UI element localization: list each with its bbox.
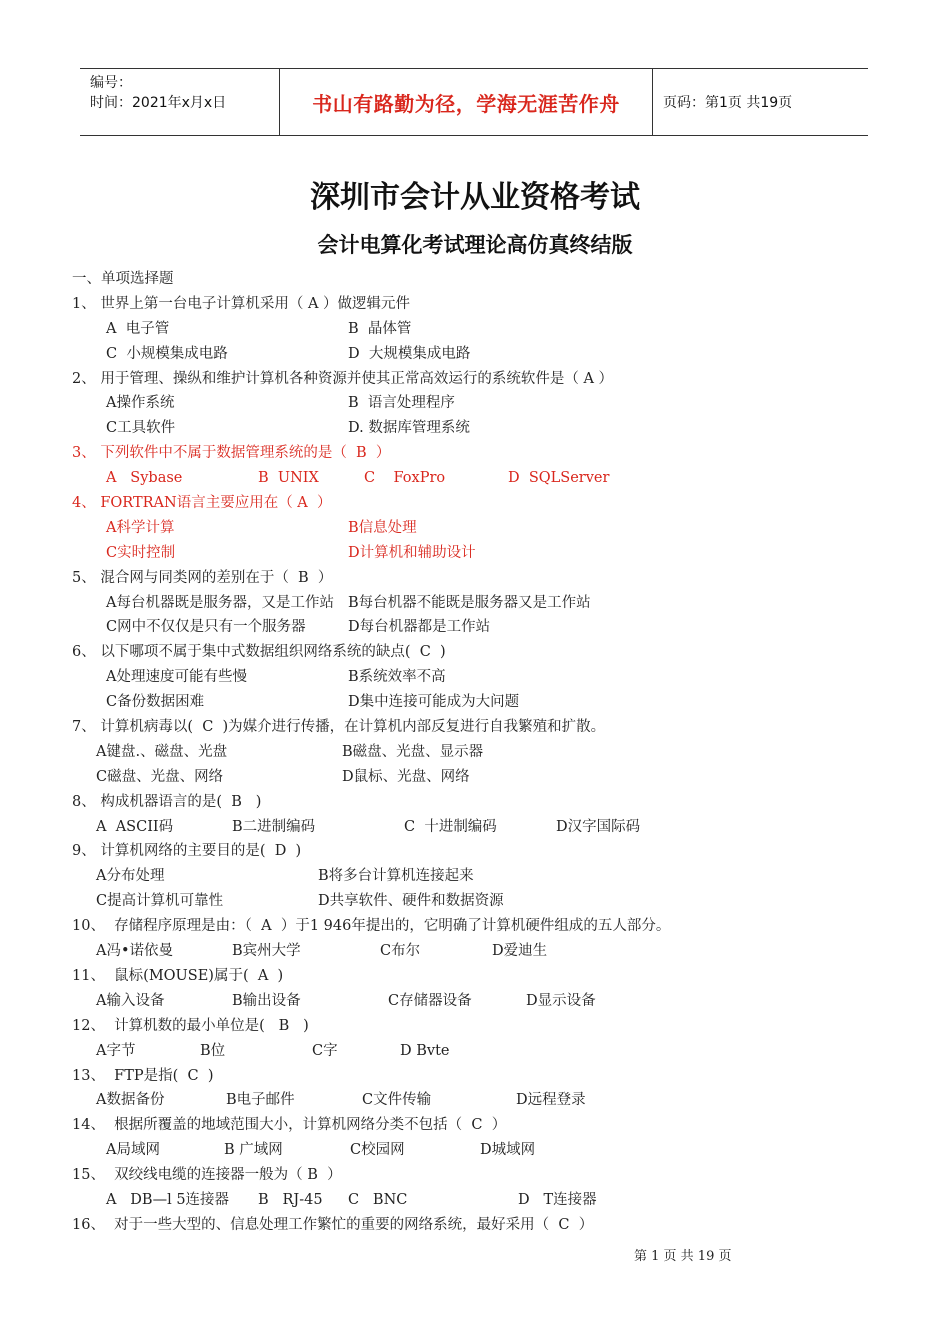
- question-stem: 3、 下列软件中不属于数据管理系统的是（ B ）: [72, 445, 391, 462]
- question-stem: 2、 用于管理、操纵和维护计算机各种资源并使其正常高效运行的系统软件是（ A ）: [72, 370, 614, 387]
- option-row: [72, 864, 892, 889]
- answer-option: A键盘.、磁盘、光盘: [96, 743, 228, 760]
- question-stem: 16、 对于一些大型的、信息处理工作繁忙的重要的网络系统，最好采用（ C ）: [72, 1216, 594, 1233]
- answer-option: B系统效率不高: [348, 669, 446, 686]
- time-label: 时间：2021年x月x日: [90, 95, 227, 111]
- answer-option: D城域网: [480, 1142, 536, 1159]
- answer-option: D远程登录: [516, 1092, 586, 1109]
- answer-option: D T连接器: [518, 1191, 597, 1208]
- answer-option: A数据备份: [96, 1092, 165, 1109]
- question-stem: 5、 混合网与同类网的差别在于（ B ）: [72, 569, 333, 586]
- answer-option: C校园网: [350, 1142, 405, 1159]
- answer-option: A ASCII码: [96, 818, 174, 835]
- answer-option: D 大规模集成电路: [348, 345, 471, 362]
- answer-option: A Sybase: [106, 470, 183, 487]
- answer-option: C 小规模集成电路: [106, 345, 228, 362]
- header-meta: [80, 69, 280, 135]
- answer-option: A 电子管: [106, 320, 170, 337]
- answer-option: B 广域网: [224, 1142, 283, 1159]
- number-label: 编号：: [90, 75, 132, 91]
- option-row: [72, 516, 892, 541]
- answer-option: C网中不仅仅是只有一个服务器: [106, 619, 306, 636]
- question-stem: 4、 FORTRAN语言主要应用在（ A ）: [72, 495, 332, 512]
- answer-option: C FoxPro: [364, 470, 446, 487]
- answer-option: D汉字国际码: [556, 818, 641, 835]
- question-stem: 6、 以下哪项不属于集中式数据组织网络系统的缺点( C ): [72, 644, 446, 661]
- option-row: [72, 1088, 892, 1113]
- answer-option: C存储器设备: [388, 992, 472, 1009]
- answer-option: D Bvte: [400, 1042, 450, 1059]
- answer-option: B RJ-45: [258, 1191, 323, 1208]
- answer-option: D共享软件、硬件和数据资源: [318, 893, 504, 910]
- answer-option: A操作系统: [106, 395, 175, 412]
- option-row: [72, 765, 892, 790]
- header-page-info: 页码：第1页 共19页: [663, 95, 793, 111]
- option-row: [72, 1039, 892, 1064]
- answer-option: C 十进制编码: [404, 818, 497, 835]
- answer-option: A局域网: [106, 1142, 160, 1159]
- option-row: [72, 317, 892, 342]
- answer-option: C实时控制: [106, 544, 176, 561]
- option-row: [72, 665, 892, 690]
- answer-option: C布尔: [380, 943, 421, 960]
- page-header: [80, 68, 868, 136]
- question-stem: 12、 计算机数的最小单位是( B ): [72, 1017, 309, 1034]
- answer-option: A冯•诺依曼: [96, 943, 174, 960]
- section-heading: 一、单项选择题: [72, 271, 174, 287]
- question-stem: 8、 构成机器语言的是( B ): [72, 793, 262, 810]
- answer-option: B二进制编码: [232, 818, 316, 835]
- answer-option: A输入设备: [96, 992, 165, 1009]
- answer-option: C工具软件: [106, 420, 176, 437]
- option-row: [72, 342, 892, 367]
- answer-option: D显示设备: [526, 992, 596, 1009]
- answer-option: C BNC: [348, 1191, 408, 1208]
- document-subtitle: 会计电算化考试理论高仿真终结版: [317, 233, 633, 257]
- question-stem: 13、 FTP是指( C ): [72, 1067, 214, 1084]
- answer-option: D鼠标、光盘、网络: [342, 768, 470, 785]
- document-title: 深圳市会计从业资格考试: [310, 180, 640, 215]
- question-stem: 11、 鼠标(MOUSE)属于( A ): [72, 967, 284, 984]
- answer-option: C磁盘、光盘、网络: [96, 768, 224, 785]
- answer-option: A科学计算: [106, 519, 175, 536]
- answer-option: B磁盘、光盘、显示器: [342, 743, 484, 760]
- answer-option: B位: [200, 1042, 226, 1059]
- option-row: [72, 591, 892, 616]
- document-body: [72, 267, 892, 1238]
- answer-option: C字: [312, 1042, 338, 1059]
- option-row: [72, 939, 892, 964]
- option-row: [72, 989, 892, 1014]
- answer-option: C文件传输: [362, 1092, 432, 1109]
- option-row: [72, 815, 892, 840]
- answer-option: A分布处理: [96, 868, 165, 885]
- answer-option: B 语言处理程序: [348, 395, 455, 412]
- answer-option: B信息处理: [348, 519, 417, 536]
- option-row: [72, 466, 892, 491]
- answer-option: D. 数据库管理系统: [348, 420, 470, 437]
- option-row: [72, 541, 892, 566]
- question-stem: 9、 计算机网络的主要目的是( D ): [72, 843, 302, 860]
- answer-option: C备份数据困难: [106, 694, 205, 711]
- option-row: [72, 1188, 892, 1213]
- answer-option: A DB—l 5连接器: [106, 1191, 230, 1208]
- answer-option: B电子邮件: [226, 1092, 295, 1109]
- question-stem: 10、 存储程序原理是由：（ A ）于1 946年提出的，它明确了计算机硬件组成的五人部分。: [72, 918, 671, 935]
- option-row: [72, 889, 892, 914]
- page-footer: 第 1 页 共 19 页: [634, 1249, 732, 1264]
- answer-option: D SQLServer: [508, 470, 610, 487]
- option-row: [72, 391, 892, 416]
- answer-option: A字节: [96, 1042, 136, 1059]
- answer-option: D集中连接可能成为大问题: [348, 694, 520, 711]
- question-list: [72, 292, 892, 1238]
- question-stem: 15、 双绞线电缆的连接器一般为（ B ）: [72, 1167, 342, 1184]
- question-stem: 1、 世界上第一台电子计算机采用（ A ）做逻辑元件: [72, 295, 411, 312]
- answer-option: D爱迪生: [492, 943, 548, 960]
- answer-option: B 晶体管: [348, 320, 412, 337]
- option-row: [72, 740, 892, 765]
- option-row: [72, 416, 892, 441]
- answer-option: D每台机器都是工作站: [348, 619, 491, 636]
- option-row: [72, 1138, 892, 1163]
- answer-option: A处理速度可能有些慢: [106, 669, 247, 686]
- option-row: [72, 615, 892, 640]
- answer-option: B输出设备: [232, 992, 301, 1009]
- question-stem: 7、 计算机病毒以( C )为媒介进行传播，在计算机内部反复进行自我繁殖和扩散。: [72, 719, 606, 736]
- answer-option: B UNIX: [258, 470, 319, 487]
- header-motto: 书山有路勤为径，学海无涯苦作舟: [280, 69, 653, 135]
- option-row: [72, 690, 892, 715]
- answer-option: D计算机和辅助设计: [348, 544, 476, 561]
- answer-option: B宾州大学: [232, 943, 301, 960]
- answer-option: A每台机器既是服务器，又是工作站: [106, 594, 334, 611]
- question-stem: 14、 根据所覆盖的地域范围大小，计算机网络分类不包括（ C ）: [72, 1117, 507, 1134]
- answer-option: B每台机器不能既是服务器又是工作站: [348, 594, 591, 611]
- answer-option: B将多台计算机连接起来: [318, 868, 474, 885]
- answer-option: C提高计算机可靠性: [96, 893, 224, 910]
